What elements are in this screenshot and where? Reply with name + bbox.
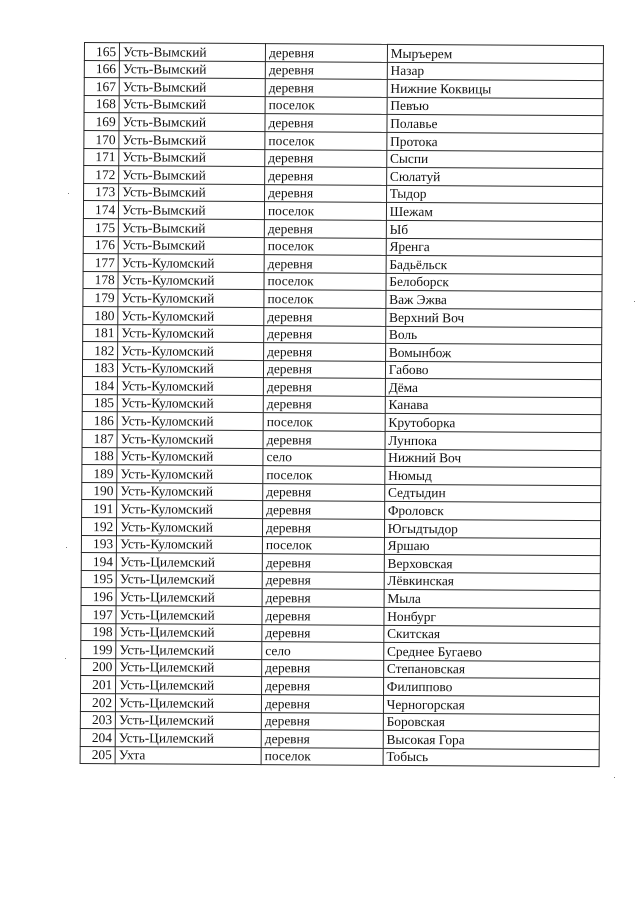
row-number-cell: 175 [83,218,118,236]
settlement-name-cell: Дёма [385,379,601,398]
row-number-cell: 190 [82,482,117,500]
settlement-type-cell: деревня [265,167,387,185]
settlement-type-cell: деревня [264,220,386,238]
row-number-cell: 198 [81,623,116,641]
settlement-name-cell: Югыдтыдор [384,519,600,538]
row-number-cell: 186 [82,412,117,430]
settlement-type-cell: деревня [263,431,385,449]
settlement-type-cell: поселок [263,413,385,431]
row-number-cell: 203 [80,711,115,729]
settlement-type-cell: деревня [265,149,387,167]
row-number-cell: 196 [81,588,116,606]
settlement-type-cell: деревня [265,61,387,79]
scan-speck [614,777,615,778]
settlement-name-cell: Нонбург [384,607,600,626]
settlement-name-cell: Нижний Воч [385,449,601,468]
row-number-cell: 202 [80,693,115,711]
settlement-name-cell: Назар [387,62,603,81]
row-number-cell: 165 [84,43,119,61]
settlement-name-cell: Сюлатуй [386,168,602,187]
row-number-cell: 201 [81,676,116,694]
row-number-cell: 204 [80,729,115,747]
settlement-type-cell: поселок [261,747,383,765]
settlement-name-cell: Степановская [383,660,599,679]
settlement-name-cell: Крутоборка [385,414,601,433]
district-cell: Усть-Вымский [119,183,265,201]
settlement-type-cell: деревня [262,659,384,677]
scan-speck [68,193,69,194]
settlement-type-cell: деревня [261,712,383,730]
table-row [80,746,599,767]
district-cell: Усть-Вымский [119,95,265,113]
district-cell: Усть-Вымский [119,166,265,184]
settlement-name-cell: Черногорская [383,695,599,714]
district-cell: Усть-Цилемский [115,729,261,747]
settlement-name-cell: Нюмыд [385,467,601,486]
settlement-name-cell: Вомынбож [385,343,601,362]
district-cell: Усть-Куломский [118,271,264,289]
district-cell: Усть-Цилемский [116,711,262,729]
settlement-name-cell: Белоборск [386,273,602,292]
settlement-name-cell: Полавье [387,115,603,134]
district-cell: Усть-Цилемский [116,588,262,606]
settlement-type-cell: деревня [264,308,386,326]
settlement-name-cell: Боровская [383,713,599,732]
settlement-name-cell: Габово [385,361,601,380]
settlement-type-cell: деревня [263,501,385,519]
row-number-cell: 180 [83,306,118,324]
row-number-cell: 187 [82,430,117,448]
settlement-type-cell: деревня [262,571,384,589]
settlement-type-cell: село [262,642,384,660]
settlement-type-cell: деревня [263,483,385,501]
settlement-type-cell: поселок [265,96,387,114]
district-cell: Усть-Куломский [118,289,264,307]
settlement-type-cell: село [263,448,385,466]
district-cell: Усть-Цилемский [116,571,262,589]
row-number-cell: 192 [81,518,116,536]
district-cell: Усть-Куломский [117,430,263,448]
settlement-type-cell: деревня [263,519,385,537]
district-cell: Усть-Вымский [119,201,265,219]
district-cell: Усть-Вымский [119,148,265,166]
settlement-type-cell: деревня [265,44,387,62]
district-cell: Усть-Куломский [117,465,263,483]
settlement-name-cell: Нижние Коквицы [387,80,603,99]
settlement-type-cell: деревня [261,695,383,713]
district-cell: Ухта [115,746,261,764]
settlements-table-body [80,43,603,768]
settlement-name-cell: Лунпока [385,431,601,450]
district-cell: Усть-Вымский [119,60,265,78]
settlement-name-cell: Филиппово [383,678,599,697]
settlement-name-cell: Верхний Воч [386,308,602,327]
district-cell: Усть-Цилемский [116,641,262,659]
row-number-cell: 191 [82,500,117,518]
row-number-cell: 195 [81,570,116,588]
settlement-name-cell: Бадьёльск [386,255,602,274]
row-number-cell: 169 [84,113,119,131]
row-number-cell: 199 [81,641,116,659]
row-number-cell: 168 [84,95,119,113]
row-number-cell: 193 [81,535,116,553]
scan-speck [65,658,66,659]
row-number-cell: 172 [84,166,119,184]
settlement-name-cell: Среднее Бугаево [383,643,599,662]
row-number-cell: 205 [80,746,115,764]
settlement-name-cell: Тобысь [383,748,599,767]
settlement-type-cell: поселок [264,237,386,255]
settlement-type-cell: деревня [261,730,383,748]
district-cell: Усть-Куломский [118,324,264,342]
settlement-name-cell: Ыб [386,220,602,239]
district-cell: Усть-Вымский [119,219,265,237]
settlement-name-cell: Фроловск [384,502,600,521]
settlement-name-cell: Лёвкинская [384,572,600,591]
district-cell: Усть-Куломский [118,342,264,360]
row-number-cell: 167 [84,78,119,96]
row-number-cell: 185 [82,394,117,412]
row-number-cell: 173 [84,183,119,201]
settlement-type-cell: поселок [264,202,386,220]
settlement-name-cell: Яренга [386,238,602,257]
district-cell: Усть-Куломский [117,483,263,501]
row-number-cell: 189 [82,465,117,483]
district-cell: Усть-Куломский [117,518,263,536]
settlement-type-cell: поселок [262,536,384,554]
district-cell: Усть-Куломский [117,535,263,553]
settlement-type-cell: деревня [265,114,387,132]
settlement-type-cell: деревня [262,554,384,572]
settlement-name-cell: Яршаю [384,537,600,556]
settlement-name-cell: Мыла [384,590,600,609]
district-cell: Усть-Куломский [118,307,264,325]
settlement-type-cell: деревня [265,79,387,97]
settlement-type-cell: деревня [262,677,384,695]
row-number-cell: 166 [84,60,119,78]
row-number-cell: 188 [82,447,117,465]
district-cell: Усть-Вымский [119,113,265,131]
district-cell: Усть-Куломский [117,447,263,465]
district-cell: Усть-Куломский [117,500,263,518]
row-number-cell: 178 [83,271,118,289]
scan-speck [66,547,67,548]
settlement-type-cell: деревня [265,184,387,202]
settlement-name-cell: Скитская [384,625,600,644]
row-number-cell: 171 [84,148,119,166]
settlement-name-cell: Важ Эжва [386,291,602,310]
district-cell: Усть-Куломский [118,377,264,395]
settlement-name-cell: Мыръерем [387,44,603,63]
settlement-type-cell: деревня [264,343,386,361]
district-cell: Усть-Цилемский [116,676,262,694]
row-number-cell: 179 [83,289,118,307]
district-cell: Усть-Цилемский [116,606,262,624]
row-number-cell: 176 [83,236,118,254]
row-number-cell: 177 [83,254,118,272]
settlement-name-cell: Высокая Гора [383,730,599,749]
settlement-type-cell: деревня [263,378,385,396]
scan-speck [634,301,635,302]
row-number-cell: 183 [82,359,117,377]
settlement-name-cell: Певъю [387,97,603,116]
row-number-cell: 184 [82,377,117,395]
settlement-name-cell: Канава [385,396,601,415]
settlements-table [80,42,604,768]
settlement-name-cell: Седтыдин [384,484,600,503]
district-cell: Усть-Цилемский [116,694,262,712]
district-cell: Усть-Цилемский [116,553,262,571]
settlement-type-cell: поселок [264,272,386,290]
settlement-name-cell: Сыспи [386,150,602,169]
settlement-name-cell: Протока [387,132,603,151]
district-cell: Усть-Вымский [119,131,265,149]
settlement-name-cell: Шежам [386,203,602,222]
district-cell: Усть-Вымский [118,236,264,254]
district-cell: Усть-Куломский [117,412,263,430]
settlement-type-cell: деревня [264,325,386,343]
settlement-name-cell: Тыдор [386,185,602,204]
row-number-cell: 174 [83,201,118,219]
district-cell: Усть-Куломский [117,395,263,413]
settlement-type-cell: поселок [264,290,386,308]
row-number-cell: 194 [81,553,116,571]
settlement-type-cell: деревня [262,589,384,607]
district-cell: Усть-Цилемский [116,623,262,641]
settlement-type-cell: поселок [263,466,385,484]
row-number-cell: 200 [81,658,116,676]
district-cell: Усть-Куломский [118,359,264,377]
settlement-name-cell: Верховская [384,555,600,574]
settlement-name-cell: Воль [385,326,601,345]
settlement-type-cell: деревня [262,624,384,642]
district-cell: Усть-Цилемский [116,658,262,676]
district-cell: Усть-Куломский [118,254,264,272]
row-number-cell: 170 [84,130,119,148]
settlement-type-cell: деревня [264,255,386,273]
row-number-cell: 181 [83,324,118,342]
district-cell: Усть-Вымский [119,78,265,96]
row-number-cell: 197 [81,605,116,623]
settlement-type-cell: деревня [263,360,385,378]
row-number-cell: 182 [83,342,118,360]
settlement-type-cell: деревня [263,395,385,413]
district-cell: Усть-Вымский [120,43,266,61]
settlement-type-cell: деревня [262,607,384,625]
settlement-type-cell: поселок [265,132,387,150]
